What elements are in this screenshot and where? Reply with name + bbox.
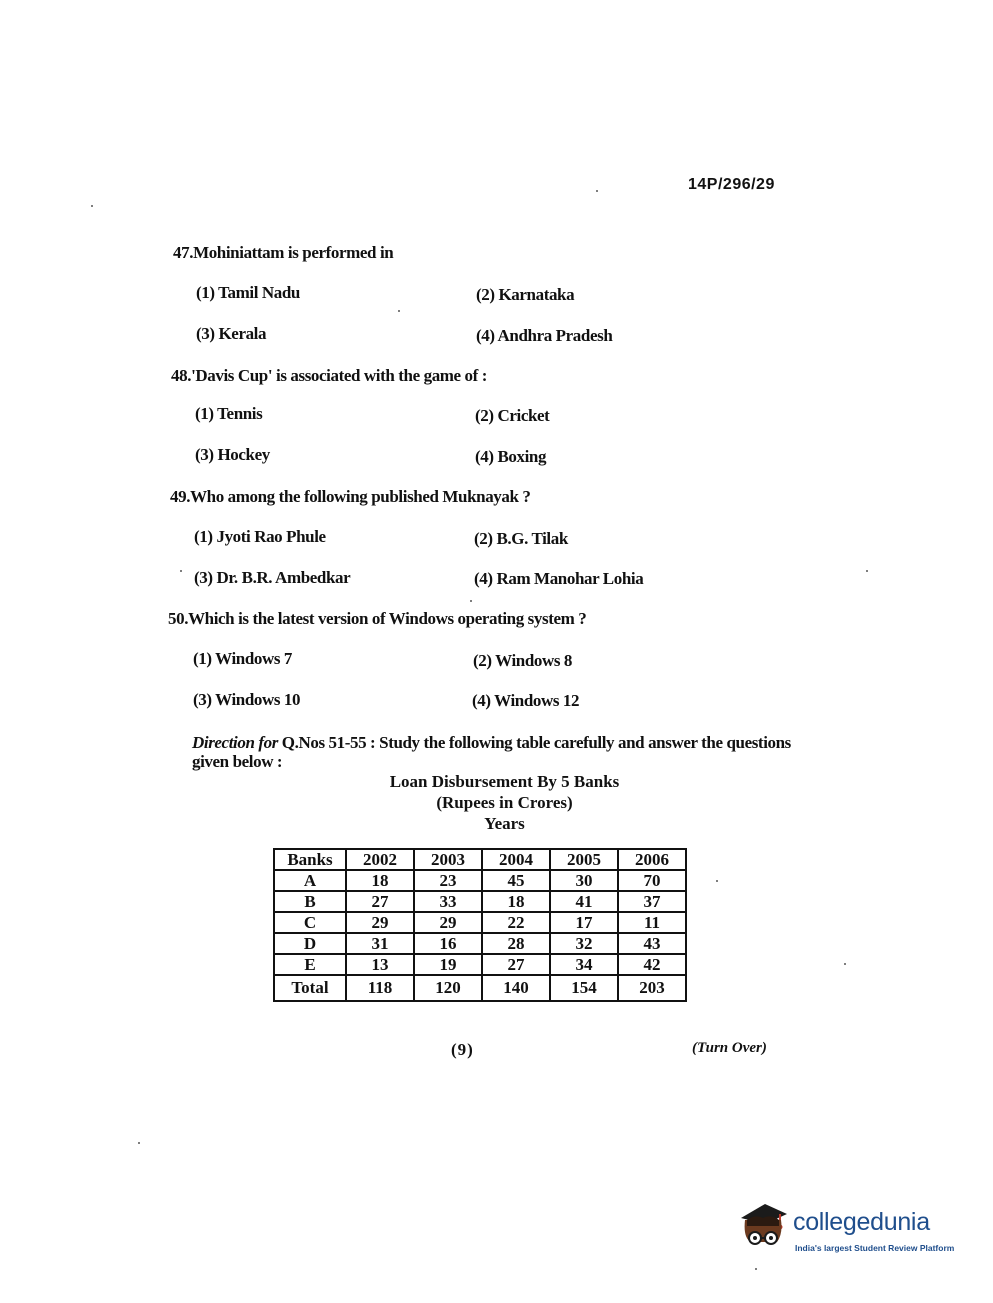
table-subtitle: (Rupees in Crores) bbox=[436, 793, 573, 812]
scan-speck bbox=[716, 880, 718, 882]
bank-cell: D bbox=[274, 933, 346, 954]
option-49-4: (4) Ram Manohar Lohia bbox=[474, 569, 644, 588]
question-47 bbox=[173, 243, 393, 263]
table-title: Loan Disbursement By 5 Banks bbox=[389, 772, 620, 791]
value-cell: 37 bbox=[618, 891, 686, 912]
paper-code: 14P/296/29 bbox=[688, 176, 775, 193]
value-cell: 29 bbox=[346, 912, 414, 933]
value-cell: 22 bbox=[482, 912, 550, 933]
loan-table bbox=[273, 848, 687, 1002]
header-cell: 2005 bbox=[550, 849, 618, 870]
header-cell: 2002 bbox=[346, 849, 414, 870]
option-47-1: (1) Tamil Nadu bbox=[196, 283, 300, 302]
question-text: Which is the latest version of Windows operating system ? bbox=[188, 609, 587, 628]
table-row bbox=[274, 954, 686, 975]
question-50 bbox=[168, 609, 586, 629]
scan-speck bbox=[596, 190, 598, 192]
total-cell: 154 bbox=[550, 975, 618, 1001]
value-cell: 16 bbox=[414, 933, 482, 954]
value-cell: 32 bbox=[550, 933, 618, 954]
header-cell: 2003 bbox=[414, 849, 482, 870]
option-48-3: (3) Hockey bbox=[195, 445, 270, 464]
option-47-2: (2) Karnataka bbox=[476, 285, 575, 304]
value-cell: 18 bbox=[482, 891, 550, 912]
table-total-row bbox=[274, 975, 686, 1001]
table-row bbox=[274, 933, 686, 954]
question-48 bbox=[171, 366, 487, 386]
option-47-4: (4) Andhra Pradesh bbox=[476, 326, 613, 345]
scan-speck bbox=[138, 1142, 140, 1144]
header-cell: 2006 bbox=[618, 849, 686, 870]
value-cell: 45 bbox=[482, 870, 550, 891]
option-50-2: (2) Windows 8 bbox=[473, 651, 573, 670]
total-cell: 118 bbox=[346, 975, 414, 1001]
option-49-1: (1) Jyoti Rao Phule bbox=[194, 527, 326, 546]
option-49-3: (3) Dr. B.R. Ambedkar bbox=[194, 568, 351, 587]
value-cell: 70 bbox=[618, 870, 686, 891]
question-text: Who among the following published Muknayak ? bbox=[190, 487, 531, 506]
scan-speck bbox=[180, 570, 182, 572]
scan-speck bbox=[470, 600, 472, 602]
value-cell: 18 bbox=[346, 870, 414, 891]
option-48-2: (2) Cricket bbox=[475, 406, 550, 425]
direction-text bbox=[192, 733, 792, 771]
turn-over-label: (Turn Over) bbox=[692, 1040, 767, 1056]
value-cell: 11 bbox=[618, 912, 686, 933]
option-49-2: (2) B.G. Tilak bbox=[474, 529, 568, 548]
total-cell: 203 bbox=[618, 975, 686, 1001]
collegedunia-logo bbox=[735, 1196, 965, 1256]
option-50-1: (1) Windows 7 bbox=[193, 649, 293, 668]
value-cell: 27 bbox=[346, 891, 414, 912]
value-cell: 42 bbox=[618, 954, 686, 975]
question-number: 47. bbox=[173, 243, 194, 262]
value-cell: 33 bbox=[414, 891, 482, 912]
table-years-label: Years bbox=[484, 814, 525, 833]
value-cell: 13 bbox=[346, 954, 414, 975]
scan-speck bbox=[398, 310, 400, 312]
value-cell: 43 bbox=[618, 933, 686, 954]
total-label-cell: Total bbox=[274, 975, 346, 1001]
value-cell: 27 bbox=[482, 954, 550, 975]
header-cell: Banks bbox=[274, 849, 346, 870]
table-row bbox=[274, 870, 686, 891]
table-header-row bbox=[274, 849, 686, 870]
option-47-3: (3) Kerala bbox=[196, 324, 267, 343]
total-cell: 120 bbox=[414, 975, 482, 1001]
scan-speck bbox=[755, 1268, 757, 1270]
bank-cell: C bbox=[274, 912, 346, 933]
scan-speck bbox=[866, 570, 868, 572]
value-cell: 23 bbox=[414, 870, 482, 891]
question-49 bbox=[170, 487, 531, 507]
value-cell: 41 bbox=[550, 891, 618, 912]
value-cell: 29 bbox=[414, 912, 482, 933]
value-cell: 34 bbox=[550, 954, 618, 975]
total-cell: 140 bbox=[482, 975, 550, 1001]
scan-speck bbox=[844, 963, 846, 965]
bank-cell: A bbox=[274, 870, 346, 891]
scan-speck bbox=[91, 205, 93, 207]
direction-rest: Q.Nos 51-55 : Study the following table carefully and answer the questions given below : bbox=[192, 733, 791, 771]
value-cell: 19 bbox=[414, 954, 482, 975]
direction-lead: Direction for bbox=[192, 733, 278, 752]
bank-cell: E bbox=[274, 954, 346, 975]
header-cell: 2004 bbox=[482, 849, 550, 870]
question-text: 'Davis Cup' is associated with the game of : bbox=[191, 366, 488, 385]
option-48-4: (4) Boxing bbox=[475, 447, 547, 466]
table-row bbox=[274, 912, 686, 933]
value-cell: 28 bbox=[482, 933, 550, 954]
table-row bbox=[274, 891, 686, 912]
logo-brand-text: collegedunia bbox=[793, 1208, 930, 1236]
question-number: 49. bbox=[170, 487, 191, 506]
value-cell: 17 bbox=[550, 912, 618, 933]
bank-cell: B bbox=[274, 891, 346, 912]
page-number: (9) bbox=[451, 1040, 474, 1059]
mascot-icon bbox=[735, 1198, 795, 1254]
option-50-3: (3) Windows 10 bbox=[193, 690, 301, 709]
option-48-1: (1) Tennis bbox=[195, 404, 263, 423]
question-number: 48. bbox=[171, 366, 192, 385]
question-number: 50. bbox=[168, 609, 189, 628]
option-50-4: (4) Windows 12 bbox=[472, 691, 580, 710]
value-cell: 30 bbox=[550, 870, 618, 891]
value-cell: 31 bbox=[346, 933, 414, 954]
logo-tagline: India's largest Student Review Platform bbox=[795, 1243, 955, 1253]
question-text: Mohiniattam is performed in bbox=[193, 243, 394, 262]
